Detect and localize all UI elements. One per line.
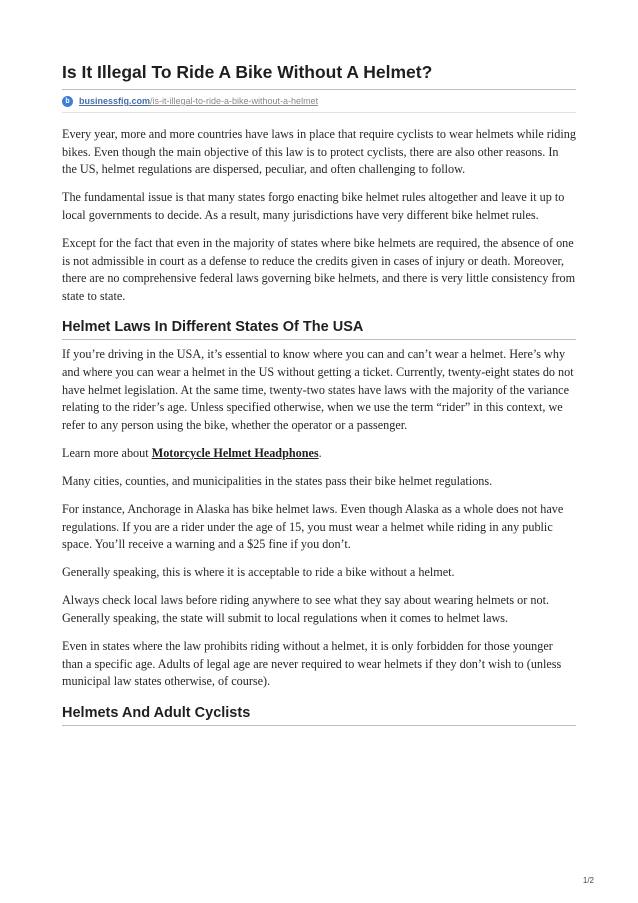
favicon-circle-icon: b [62,96,73,107]
section1-paragraph-1: If you’re driving in the USA, it’s essential to know where you can and can’t wear a helmet. Here’s why and where you can wear a helmet in the US without getting a ticket. Currently, twenty-eight states do not have helmet legislation. At the same time, twenty-two states have laws with the majority of the variance relating to the rider’s age. Unless specified otherwise, when we use the term “rider” in this context, we refer to any person using the bike, whether the operator or a passenger. [62,347,574,432]
section-heading-adult-cyclists: Helmets And Adult Cyclists [62,705,576,726]
section1-paragraph-7: Even in states where the law prohibits riding without a helmet, it is only forbidden for those younger than a specific age. Adults of legal age are never required to wear helmets if they don’t wish to (unless municipal law states otherwise, of course). [62,639,562,689]
source-line [62,94,318,108]
source-path-link[interactable]: /is-it-illegal-to-ride-a-bike-without-a-helmet [150,96,319,106]
motorcycle-helmet-headphones-link[interactable]: Motorcycle Helmet Headphones [151,445,319,460]
section-heading-helmet-laws: Helmet Laws In Different States Of The USA [62,319,576,340]
section1-paragraph-5: Generally speaking, this is where it is acceptable to ride a bike without a helmet. [62,565,455,580]
page-number: 1/2 [582,876,594,885]
learn-more-paragraph [62,445,576,463]
intro-paragraph-3: Except for the fact that even in the majority of states where bike helmets are required, the absence of one is not admissible in court as a defense to reduce the credits given in cases of injury or death. Moreover, there are no comprehensive federal laws governing bike helmets, and there is very little consistency from state to state. [62,235,576,303]
section1-paragraph-6: Always check local laws before riding anywhere to see what they say about wearing helmets or not. Generally speaking, the state will submit to local regulations when it comes to helmet laws. [62,593,550,625]
section1-paragraph-3: Many cities, counties, and municipalities in the states pass their bike helmet regulations. [62,473,493,488]
learn-more-suffix: . [318,445,322,460]
section1-paragraph-4: For instance, Anchorage in Alaska has bike helmet laws. Even though Alaska as a whole does not have regulations. If you are a rider under the age of 15, you must wear a helmet while riding in any public space. You’ll receive a warning and a $25 fine if you don’t. [62,502,564,552]
article-body [62,126,576,726]
intro-paragraph-2: The fundamental issue is that many states forgo enacting bike helmet rules altogether and leave it up to local governments to decide. As a result, many jurisdictions have very different bike helmet rules. [62,190,565,222]
source-divider [62,112,576,113]
intro-paragraph-1: Every year, more and more countries have laws in place that require cyclists to wear helmets while riding bikes. Even though the main objective of this law is to protect cyclists, there are also other reasons. In the US, helmet regulations are dispersed, peculiar, and often challenging to follow. [62,127,576,177]
source-domain-link[interactable]: businessfig.com [79,96,151,106]
title-divider [62,89,576,90]
learn-more-prefix: Learn more about [62,445,152,460]
page-title: Is It Illegal To Ride A Bike Without A Helmet? [62,62,433,82]
